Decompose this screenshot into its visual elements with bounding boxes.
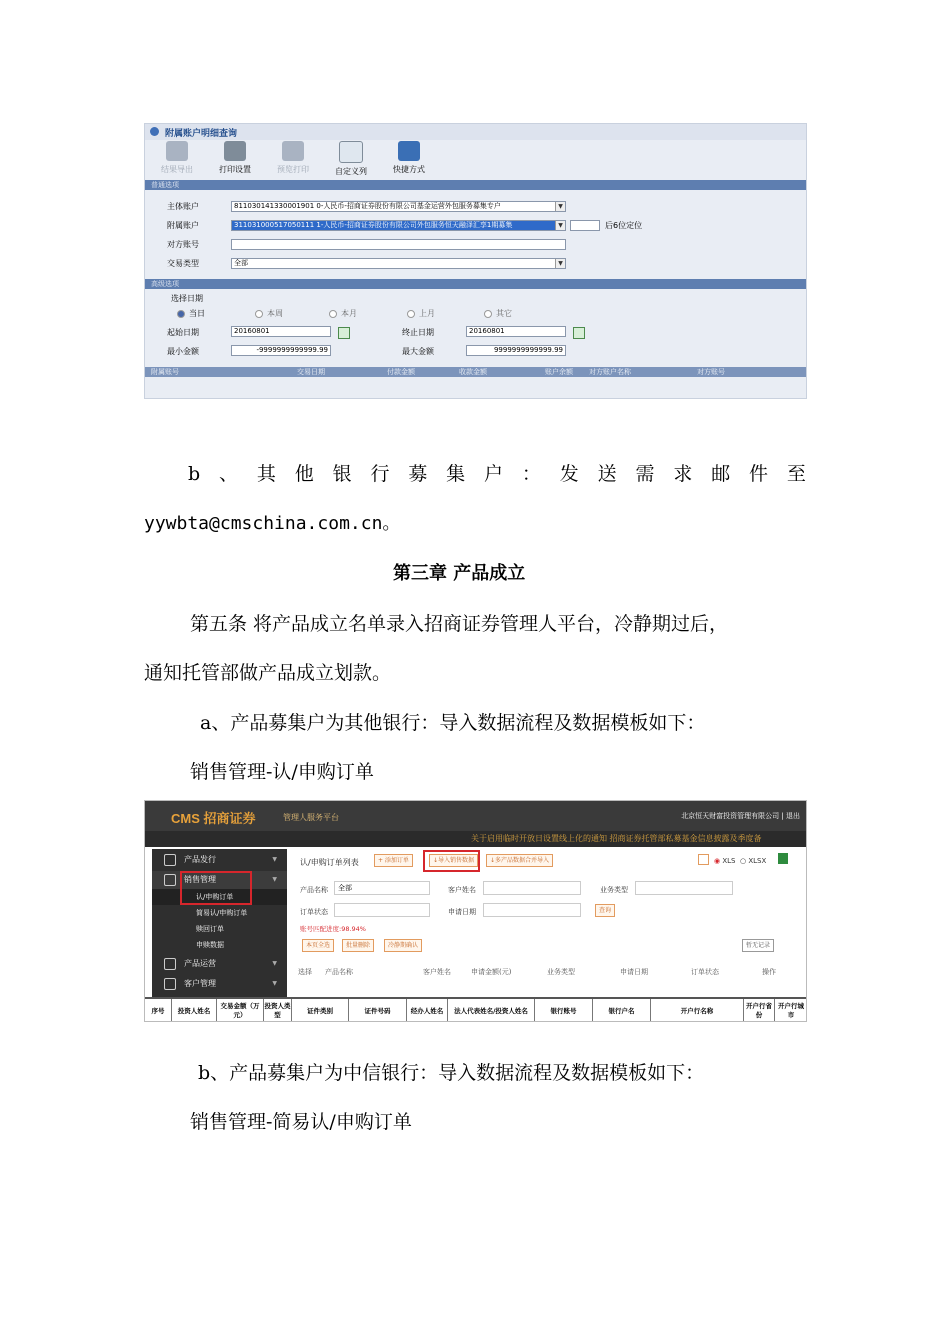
customer-name-input[interactable] — [483, 881, 581, 895]
trade-type-select[interactable]: 全部 ▼ — [231, 258, 566, 269]
template-column: 序号 — [145, 999, 172, 1022]
template-column: 开户行名称 — [651, 999, 744, 1022]
template-column: 证件类别 — [292, 999, 349, 1022]
radio-icon — [484, 310, 492, 318]
cms-logo: CMS 招商证券 — [171, 811, 256, 826]
result-table-header — [145, 367, 806, 377]
main-account-label: 主体账户 — [167, 202, 199, 211]
menu-customer-management[interactable]: 客户管理 ▼ — [152, 975, 287, 993]
section-advanced-options: 高级选项 — [145, 279, 806, 289]
b-other-bank-line: b 、 其 他 银 行 募 集 户 ： 发 送 需 求 邮 件 至 — [188, 463, 806, 485]
menu-product-operation[interactable]: 产品运营 ▼ — [152, 955, 287, 973]
submenu-simple-subscription-order[interactable]: 简易认/申购订单 — [196, 909, 248, 917]
order-list-screenshot — [144, 800, 807, 1022]
highlight-box-sales-menu — [180, 871, 252, 905]
order-status-label: 订单状态 — [300, 908, 328, 916]
submenu-subscription-data[interactable]: 申赎数据 — [196, 941, 224, 949]
chapter-heading: 第三章 产品成立 — [393, 563, 526, 584]
window-title: 附属账户明细查询 — [165, 129, 238, 139]
print-preview-icon — [282, 141, 304, 161]
column-header: 对方账户名称 — [589, 368, 631, 376]
grid-header: 订单状态 — [691, 968, 719, 976]
grid-header: 申请日期 — [620, 968, 648, 976]
a-other-bank-line: a、产品募集户为其他银行：导入数据流程及数据模板如下： — [200, 712, 706, 734]
end-date-label: 终止日期 — [402, 328, 434, 337]
calendar-icon[interactable] — [338, 327, 350, 339]
date-option-month[interactable]: 本月 — [329, 308, 357, 319]
template-column: 证件号码 — [349, 999, 407, 1022]
apply-date-label: 申请日期 — [448, 908, 476, 916]
template-column: 开户行城市 — [778, 1002, 804, 1019]
chevron-down-icon: ▼ — [555, 221, 565, 230]
grid-header: 操作 — [762, 968, 776, 976]
counter-account-input[interactable] — [231, 239, 566, 250]
briefcase-icon — [164, 958, 176, 970]
template-column: 投资人类型 — [264, 999, 292, 1022]
business-type-select[interactable] — [635, 881, 733, 895]
shortcut-button[interactable]: 快捷方式 — [381, 141, 437, 177]
column-header: 附属账号 — [151, 368, 179, 376]
date-option-other[interactable]: 其它 — [484, 308, 512, 319]
column-header: 账户余额 — [545, 368, 573, 376]
b-menu-path: 销售管理-简易认/申购订单 — [190, 1111, 412, 1133]
radio-icon — [255, 310, 263, 318]
column-header: 收款金额 — [459, 368, 487, 376]
date-option-today[interactable]: 当日 — [177, 308, 205, 319]
start-date-label: 起始日期 — [167, 328, 199, 337]
customer-icon — [164, 978, 176, 990]
template-column: 经办人姓名 — [407, 999, 448, 1022]
business-type-label: 业务类型 — [600, 886, 628, 894]
window-titlebar — [145, 124, 806, 140]
sub-account-select[interactable]: 311031000517050111 1-人民币-招商证券股份有限公司外包服务恒天融泽汇享1期募集 ▼ — [231, 220, 566, 231]
print-preview-button[interactable]: 预览打印 — [265, 141, 321, 177]
radio-icon — [177, 310, 185, 318]
add-order-button[interactable]: + 添加订单 — [374, 854, 413, 867]
grid-header: 业务类型 — [547, 968, 575, 976]
calendar-icon[interactable] — [573, 327, 585, 339]
select-page-button[interactable]: 本页全选 — [302, 939, 334, 952]
sub-account-suffix-input[interactable] — [570, 220, 600, 231]
chevron-down-icon: ▼ — [555, 259, 565, 268]
shortcut-icon — [398, 141, 420, 161]
product-name-select[interactable]: 全部 — [334, 881, 430, 895]
no-record-button[interactable]: 暂无记录 — [742, 939, 774, 952]
min-amount-input[interactable]: -9999999999999.99 — [231, 345, 331, 356]
sub-account-hint: 后6位定位 — [605, 221, 643, 230]
grid-header: 申请金额(元) — [471, 968, 512, 976]
min-amount-label: 最小金额 — [167, 347, 199, 356]
max-amount-input[interactable]: 9999999999999.99 — [466, 345, 566, 356]
print-settings-button[interactable]: 打印设置 — [207, 141, 263, 177]
submenu-subscription-order[interactable]: 认/申购订单 — [152, 889, 287, 905]
match-progress-text: 账号匹配进度:98.94% — [300, 925, 366, 933]
customer-name-label: 客户姓名 — [448, 886, 476, 894]
printer-icon — [224, 141, 246, 161]
template-column: 开户行省份 — [744, 999, 775, 1022]
menu-sales-management[interactable]: 销售管理 ▼ — [152, 871, 287, 889]
format-option-xlsx[interactable]: ○ XLSX — [740, 857, 767, 865]
template-column: 银行户名 — [593, 999, 651, 1022]
template-column: 银行账号 — [535, 999, 593, 1022]
email-address: yywbta@cmschina.com.cn。 — [144, 513, 401, 534]
date-option-last-month[interactable]: 上月 — [407, 308, 435, 319]
format-option-xls[interactable]: ◉ XLS — [714, 857, 736, 865]
date-choice-label: 选择日期 — [171, 294, 203, 303]
apply-date-input[interactable] — [483, 903, 581, 917]
template-column: 交易金额（万元） — [217, 999, 264, 1022]
import-sales-data-button[interactable]: ↓导入销售数据 — [429, 854, 478, 867]
article5-line2: 通知托管部做产品成立划款。 — [144, 662, 392, 684]
tag-icon — [164, 874, 176, 886]
grid-header: 产品名称 — [325, 968, 353, 976]
top-banner — [145, 801, 806, 831]
company-logout[interactable]: 北京恒天财富投资管理有限公司 | 退出 — [681, 812, 800, 820]
import-template-header — [145, 997, 806, 1022]
radio-icon — [329, 310, 337, 318]
column-header: 付款金额 — [387, 368, 415, 376]
product-name-label: 产品名称 — [300, 886, 328, 894]
chevron-down-icon: ▼ — [555, 202, 565, 211]
trade-type-label: 交易类型 — [167, 259, 199, 268]
end-date-input[interactable]: 20160801 — [466, 326, 566, 337]
sub-account-label: 附属账户 — [167, 221, 199, 230]
product-icon — [164, 854, 176, 866]
max-amount-label: 最大金额 — [402, 347, 434, 356]
notice-marquee[interactable]: 关于启用临时开放日设置线上化的通知 招商证券托管部私募基金信息披露及季度备 — [145, 831, 806, 847]
a-menu-path: 销售管理-认/申购订单 — [190, 761, 374, 783]
custom-columns-button[interactable]: 自定义列 — [323, 141, 379, 177]
template-column: 法人代表姓名/投资人姓名 — [448, 999, 535, 1022]
b-citic-bank-line: b、产品募集户为中信银行：导入数据流程及数据模板如下： — [198, 1062, 705, 1084]
platform-name: 管理人服务平台 — [283, 813, 339, 822]
export-button[interactable]: 结果导出 — [149, 141, 205, 177]
order-status-select[interactable] — [334, 903, 430, 917]
counter-account-label: 对方账号 — [167, 240, 199, 249]
cooling-confirm-button[interactable]: 冷静期确认 — [384, 939, 422, 952]
grid-header: 客户姓名 — [423, 968, 451, 976]
highlight-box-import-button — [423, 850, 480, 872]
submenu-redemption-order[interactable]: 赎回订单 — [196, 925, 224, 933]
radio-icon — [407, 310, 415, 318]
section-normal-options: 普通选项 — [145, 180, 806, 190]
multi-product-import-button[interactable]: ↓多产品数据合并导入 — [486, 854, 553, 867]
article5-line1: 第五条 将产品成立名单录入招商证券管理人平台，冷静期过后， — [190, 613, 729, 635]
query-button[interactable]: 查询 — [595, 904, 615, 917]
grid-header: 选择 — [298, 968, 312, 976]
column-header: 对方账号 — [697, 368, 725, 376]
main-account-select[interactable]: 811030141330001901 0-人民币-招商证券股份有限公司基金运营外包服务募集专户 ▼ — [231, 201, 566, 212]
columns-icon — [339, 141, 363, 163]
column-header: 交易日期 — [297, 368, 325, 376]
account-detail-query-screenshot — [144, 123, 807, 399]
batch-delete-button[interactable]: 批量删除 — [342, 939, 374, 952]
date-option-week[interactable]: 本周 — [255, 308, 283, 319]
list-title: 认/申购订单列表 — [300, 858, 359, 867]
excel-icon[interactable] — [778, 853, 788, 864]
window-icon — [150, 127, 159, 136]
start-date-input[interactable]: 20160801 — [231, 326, 331, 337]
export-icon — [166, 141, 188, 161]
download-icon[interactable] — [698, 854, 709, 865]
menu-product-issue[interactable]: 产品发行 ▼ — [152, 851, 287, 869]
order-list-panel — [290, 849, 806, 999]
template-column: 投资人姓名 — [172, 999, 217, 1022]
